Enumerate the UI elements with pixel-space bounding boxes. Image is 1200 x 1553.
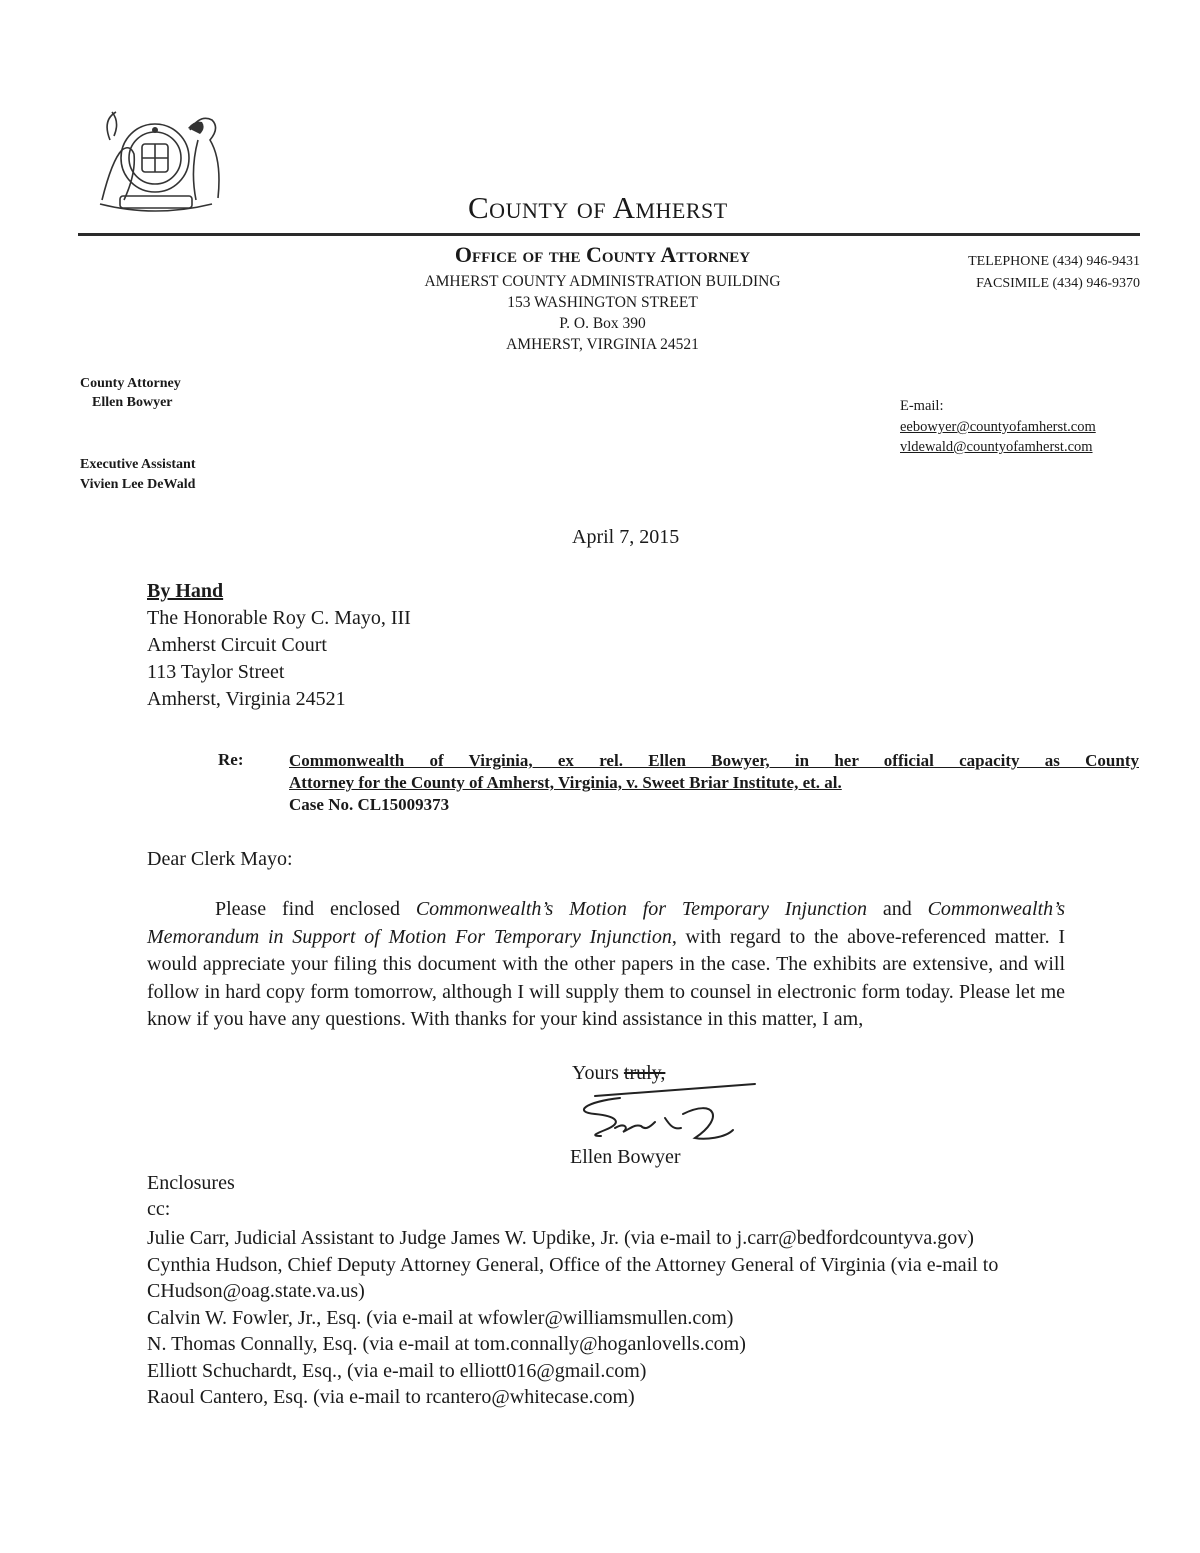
cc-item: Calvin W. Fowler, Jr., Esq. (via e-mail at wfowler@williamsmullen.com) — [147, 1306, 734, 1329]
assistant-name: Vivien Lee DeWald — [80, 477, 196, 492]
recipient-line: Amherst Circuit Court — [147, 634, 327, 656]
email-link-attorney[interactable]: eebowyer@countyofamherst.com — [900, 419, 1096, 435]
address-line: P. O. Box 390 — [559, 315, 646, 332]
address-line: 153 WASHINGTON STREET — [507, 294, 698, 311]
document-title: Commonwealth’s Motion for Temporary Injunction — [415, 898, 868, 920]
county-seal-icon — [80, 100, 230, 220]
facsimile-number: FACSIMILE (434) 946-9370 — [976, 276, 1140, 291]
office-title: Office of the County Attorney — [454, 242, 751, 267]
attorney-name: Ellen Bowyer — [92, 395, 173, 410]
body-text: and — [867, 898, 928, 920]
body-text: , with regard to the above-referenced matter. I would appreciate your filing this document with the other papers in the case. The exhibits are extensive, and will follow in hard copy form tomorrow, although I will supply them to counsel in electronic form today. Please let me know if you have any questions. With thanks for your kind assistance in this matter, I am, — [147, 925, 1065, 1030]
cc-item: N. Thomas Connally, Esq. (via e-mail at tom.connally@hoganlovells.com) — [147, 1333, 746, 1355]
email-label: E-mail: — [900, 398, 944, 414]
cc-list — [147, 1225, 1142, 1411]
recipient-line: The Honorable Roy C. Mayo, III — [147, 607, 411, 629]
attorney-title: County Attorney — [80, 376, 181, 391]
email-link-assistant[interactable]: vldewald@countyofamherst.com — [900, 439, 1093, 455]
closing-struck: truly, — [623, 1062, 666, 1084]
cc-item: Raoul Cantero, Esq. (via e-mail to rcantero@whitecase.com) — [147, 1386, 635, 1408]
recipient-line: Amherst, Virginia 24521 — [147, 688, 346, 710]
address-line: AMHERST COUNTY ADMINISTRATION BUILDING — [424, 273, 781, 290]
cc-item: Elliott Schuchardt, Esq., (via e-mail to elliott016@gmail.com) — [147, 1359, 647, 1382]
document-title: Commonwealth’s Memorandum in Support of Motion For Temporary Injunction — [147, 898, 1066, 948]
re-line-2: Attorney for the County of Amherst, Virginia, v. Sweet Briar Institute, et. al. — [289, 773, 842, 792]
signer-name: Ellen Bowyer — [570, 1146, 681, 1168]
cc-item: Cynthia Hudson, Chief Deputy Attorney General, Office of the Attorney General of Virginia (via e-mail to CHudson@oag.state.va.us) — [147, 1253, 999, 1302]
letterhead-divider — [78, 233, 1140, 236]
closing-text: Yours — [572, 1062, 624, 1084]
re-label: Re: — [218, 750, 244, 769]
address-line: AMHERST, VIRGINIA 24521 — [506, 336, 699, 353]
salutation: Dear Clerk Mayo: — [147, 848, 293, 870]
county-name: County of Amherst — [468, 190, 728, 225]
body-paragraph — [147, 896, 1065, 1034]
delivery-method: By Hand — [147, 580, 224, 602]
re-block — [289, 750, 1139, 816]
body-text: Please find enclosed — [215, 898, 416, 920]
telephone-number: TELEPHONE (434) 946-9431 — [968, 254, 1140, 269]
letter-date: April 7, 2015 — [572, 526, 680, 548]
re-line-1: Commonwealth of Virginia, ex rel. Ellen Bowyer, in her official capacity as County — [289, 751, 1139, 770]
recipient-line: 113 Taylor Street — [147, 661, 285, 683]
enclosures-label: Enclosures — [147, 1172, 235, 1194]
case-number: Case No. CL15009373 — [289, 795, 450, 814]
assistant-title: Executive Assistant — [80, 457, 196, 472]
cc-label: cc: — [147, 1198, 171, 1220]
cc-item: Julie Carr, Judicial Assistant to Judge James W. Updike, Jr. (via e-mail to j.carr@bedfordcountyva.gov) — [147, 1227, 974, 1249]
